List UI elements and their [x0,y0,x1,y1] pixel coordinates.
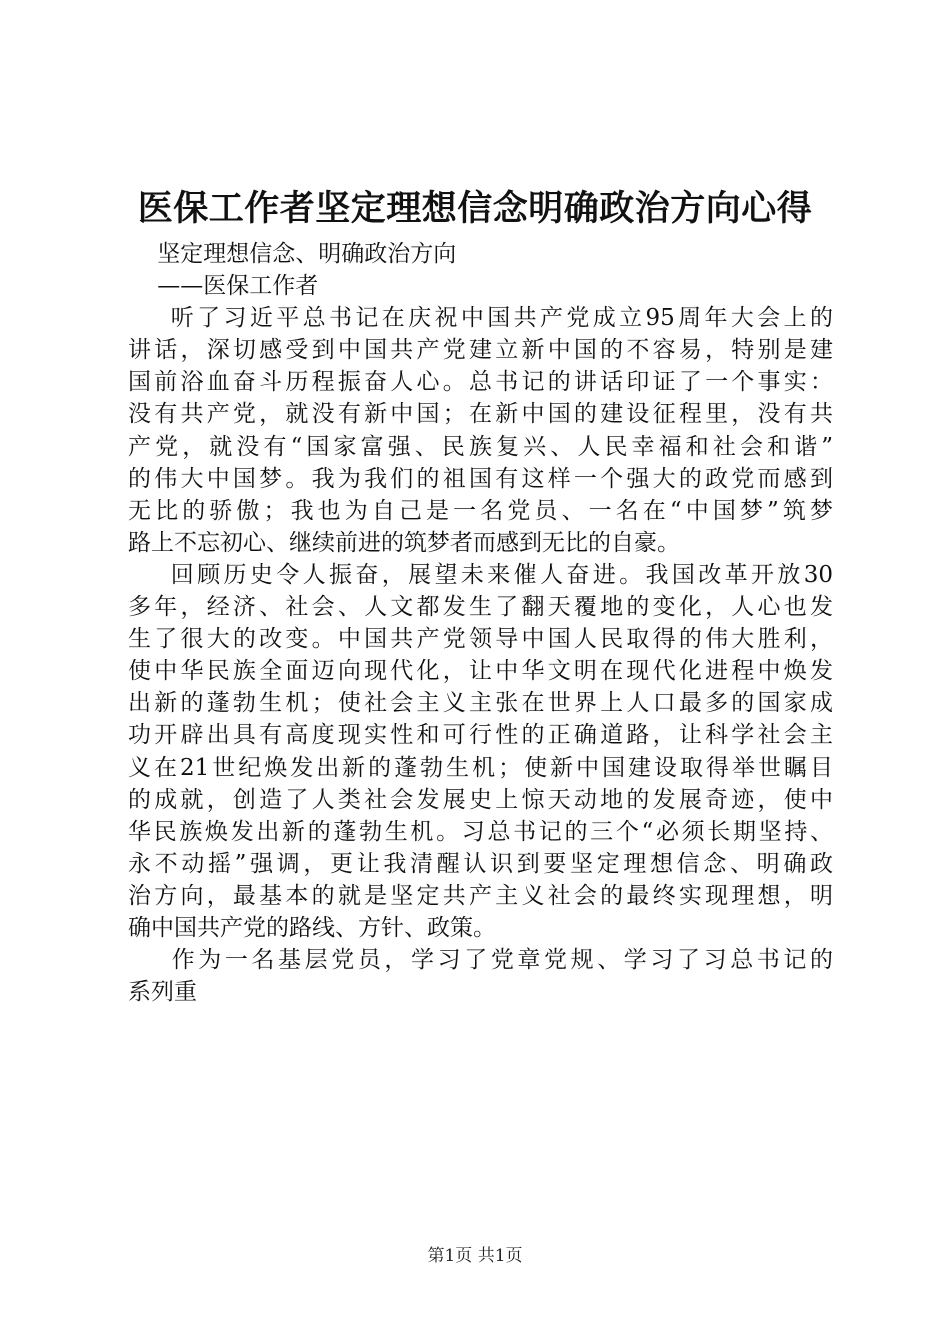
body-line: 没有共产党，就没有新中国；在新中国的建设征程里，没有共 [128,401,833,428]
body-line: 讲话，深切感受到中国共产党建立新中国的不容易，特别是建 [128,337,833,364]
body-line: 回顾历史令人振奋，展望未来催人奋进。我国改革开放30 [128,561,833,588]
body-line: 产党，就没有“国家富强、民族复兴、人民幸福和社会和谐” [128,433,833,460]
body-line: 生了很大的改变。中国共产党领导中国人民取得的伟大胜利， [128,626,833,653]
body-line: 的成就，创造了人类社会发展史上惊天动地的发展奇迹，使中 [128,786,833,813]
page-footer: 第1页 共1页 [427,1246,523,1266]
body-line: 功开辟出具有高度现实性和可行性的正确道路，让科学社会主 [128,722,833,749]
body-line: 系列重 [128,979,197,1006]
body-line: 华民族焕发出新的蓬勃生机。习总书记的三个“必须长期坚持、 [128,818,833,845]
body-line: 治方向，最基本的就是坚定共产主义社会的最终实现理想，明 [128,882,833,909]
body-line: 使中华民族全面迈向现代化，让中华文明在现代化进程中焕发 [128,658,833,685]
document-body [128,238,833,1008]
body-line: 国前浴血奋斗历程振奋人心。总书记的讲话印证了一个事实： [128,369,833,396]
body-line: 坚定理想信念、明确政治方向 [128,241,457,267]
body-line: 作为一名基层党员，学习了党章党规、学习了习总书记的 [128,947,833,974]
body-line: 确中国共产党的路线、方针、政策。 [128,914,496,941]
body-line: 多年，经济、社会、人文都发生了翻天覆地的变化，人心也发 [128,594,833,621]
body-line: 的伟大中国梦。我为我们的祖国有这样一个强大的政党而感到 [128,465,833,492]
body-line: 听了习近平总书记在庆祝中国共产党成立95周年大会上的 [128,305,833,332]
body-line: 路上不忘初心、继续前进的筑梦者而感到无比的自豪。 [128,529,680,556]
body-line: 永不动摇”强调，更让我清醒认识到要坚定理想信念、明确政 [128,850,833,877]
body-line: ——医保工作者 [128,273,319,300]
body-line: 无比的骄傲；我也为自己是一名党员、一名在“中国梦”筑梦 [128,497,833,524]
body-line: 出新的蓬勃生机；使社会主义主张在世界上人口最多的国家成 [128,690,833,717]
document-title: 医保工作者坚定理想信念明确政治方向心得 [137,188,813,229]
body-line: 义在21世纪焕发出新的蓬勃生机；使新中国建设取得举世瞩目 [128,754,833,781]
